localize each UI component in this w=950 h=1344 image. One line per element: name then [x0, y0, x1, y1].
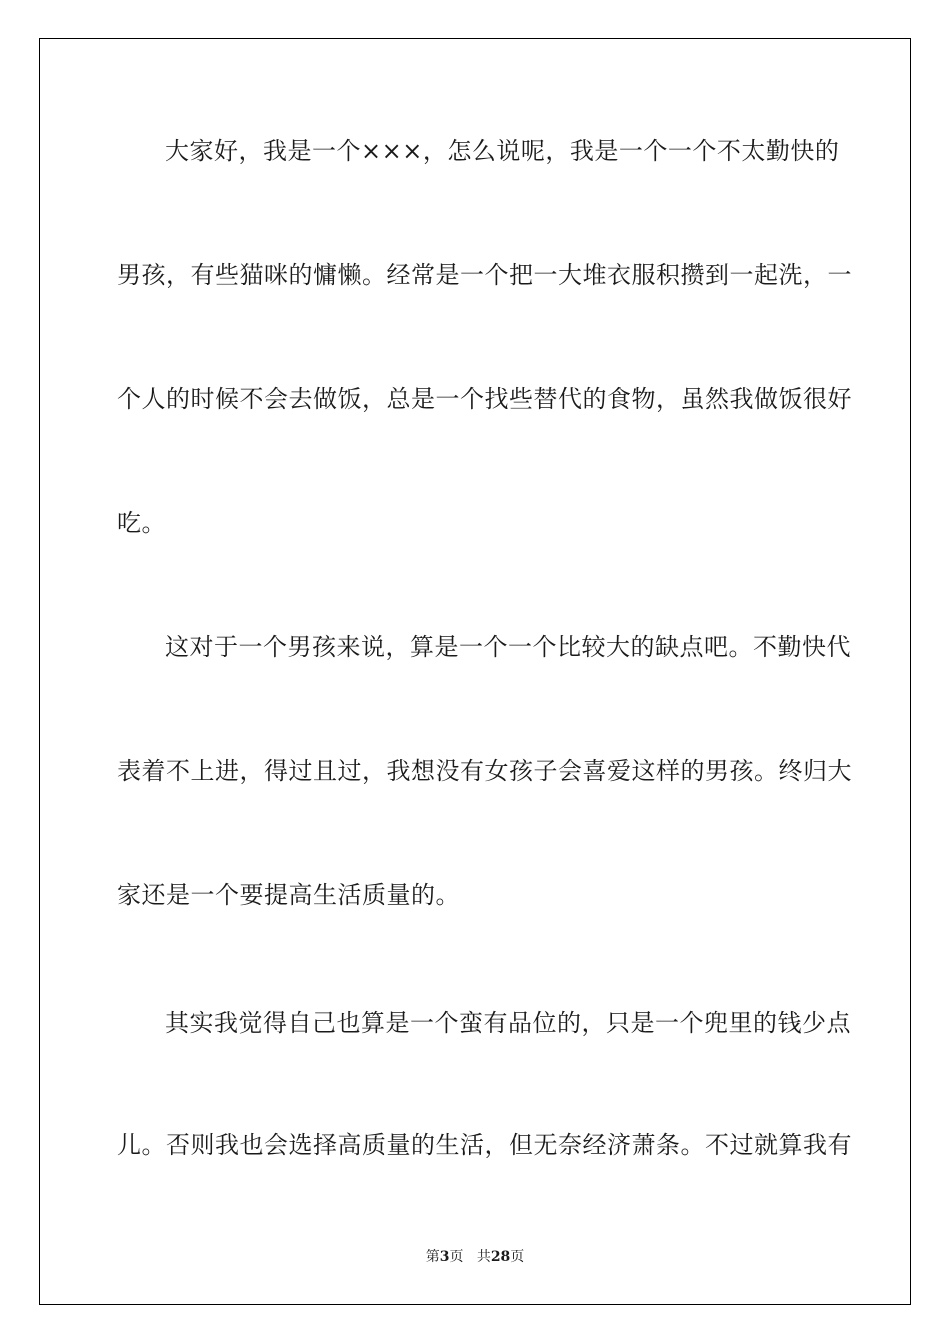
- paragraph-3-line-1: 其实我觉得自己也算是一个蛮有品位的，只是一个兜里的钱少点: [165, 1009, 851, 1037]
- page-suffix: 页: [449, 1249, 464, 1265]
- paragraph-1-line-2: 男孩，有些猫咪的慵懒。经常是一个把一大堆衣服积攒到一起洗，一: [117, 261, 852, 289]
- paragraph-2-line-3: 家还是一个要提高生活质量的。: [117, 881, 460, 909]
- total-suffix: 页: [510, 1249, 525, 1265]
- paragraph-1-line-4: 吃。: [117, 509, 166, 537]
- page-number: 3: [439, 1249, 450, 1265]
- paragraph-2-line-2: 表着不上进，得过且过，我想没有女孩子会喜爱这样的男孩。终归大: [117, 757, 852, 785]
- paragraph-1-line-1: 大家好，我是一个×××，怎么说呢，我是一个一个不太勤快的: [165, 137, 840, 165]
- paragraph-2-line-1: 这对于一个男孩来说，算是一个一个比较大的缺点吧。不勤快代: [165, 633, 851, 661]
- page-prefix: 第: [425, 1249, 440, 1265]
- paragraph-1-line-3: 个人的时候不会去做饭，总是一个找些替代的食物，虽然我做饭很好: [117, 385, 852, 413]
- page-border: [39, 38, 911, 1305]
- paragraph-3-line-2: 儿。否则我也会选择高质量的生活，但无奈经济萧条。不过就算我有: [117, 1131, 852, 1159]
- total-prefix: 共: [476, 1249, 491, 1265]
- page-footer: [0, 1246, 950, 1266]
- total-pages: 28: [490, 1249, 511, 1265]
